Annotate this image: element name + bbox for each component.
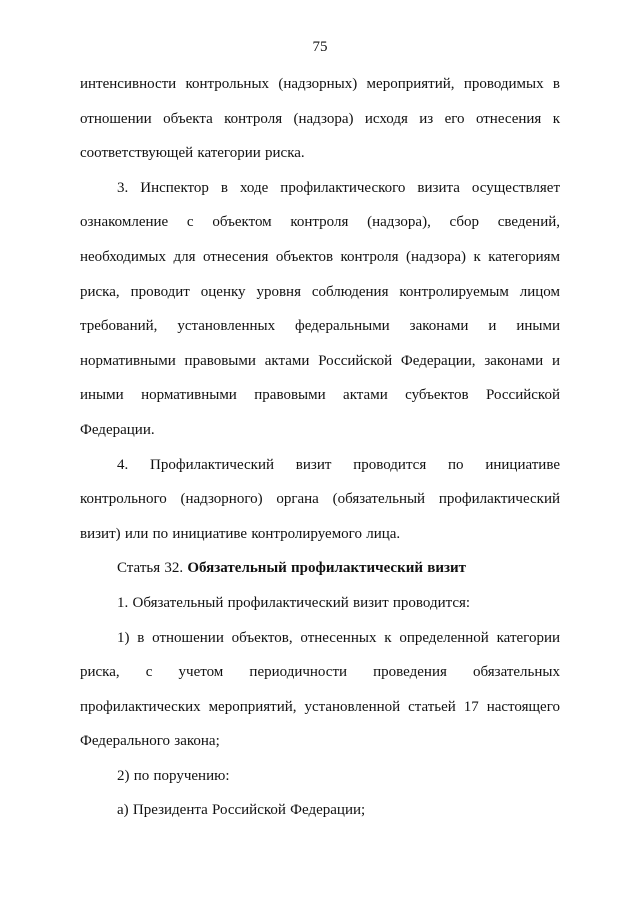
article-heading <box>80 551 560 586</box>
item-1: 1. Обязательный профилактический визит проводится: <box>117 594 471 611</box>
article-number: Статья 32. <box>117 560 188 577</box>
paragraph-continuation: интенсивности контрольных (надзорных) мероприятий, проводимых в отношении объекта контроля (надзора) исходя из его отнесения к соответствующей категории риска. <box>80 76 560 162</box>
item-1-2: 2) по поручению: <box>117 767 230 784</box>
document-body <box>80 67 560 828</box>
paragraph-3: 3. Инспектор в ходе профилактического визита осуществляет ознакомление с объектом контроля (надзора), сбор сведений, необходимых для отнесения объектов контроля (надзора) к категориям риска, проводит оценку уровня соблюдения контролируемым лицом требований, установленных федеральными законами и иными нормативными правовыми актами Российской Федерации, законами и иными нормативными правовыми актами субъектов Российской Федерации. <box>80 179 560 438</box>
item-1-1: 1) в отношении объектов, отнесенных к определенной категории риска, с учетом периодичности проведения обязательных профилактических мероприятий, установленной статьей 17 настоящего Федерального закона; <box>80 629 560 750</box>
page-number: 75 <box>312 39 328 55</box>
item-1-2-a: а) Президента Российской Федерации; <box>117 802 366 819</box>
article-title: Обязательный профилактический визит <box>187 560 467 577</box>
paragraph-4: 4. Профилактический визит проводится по инициативе контрольного (надзорного) органа (обязательный профилактический визит) или по инициативе контролируемого лица. <box>80 456 560 542</box>
